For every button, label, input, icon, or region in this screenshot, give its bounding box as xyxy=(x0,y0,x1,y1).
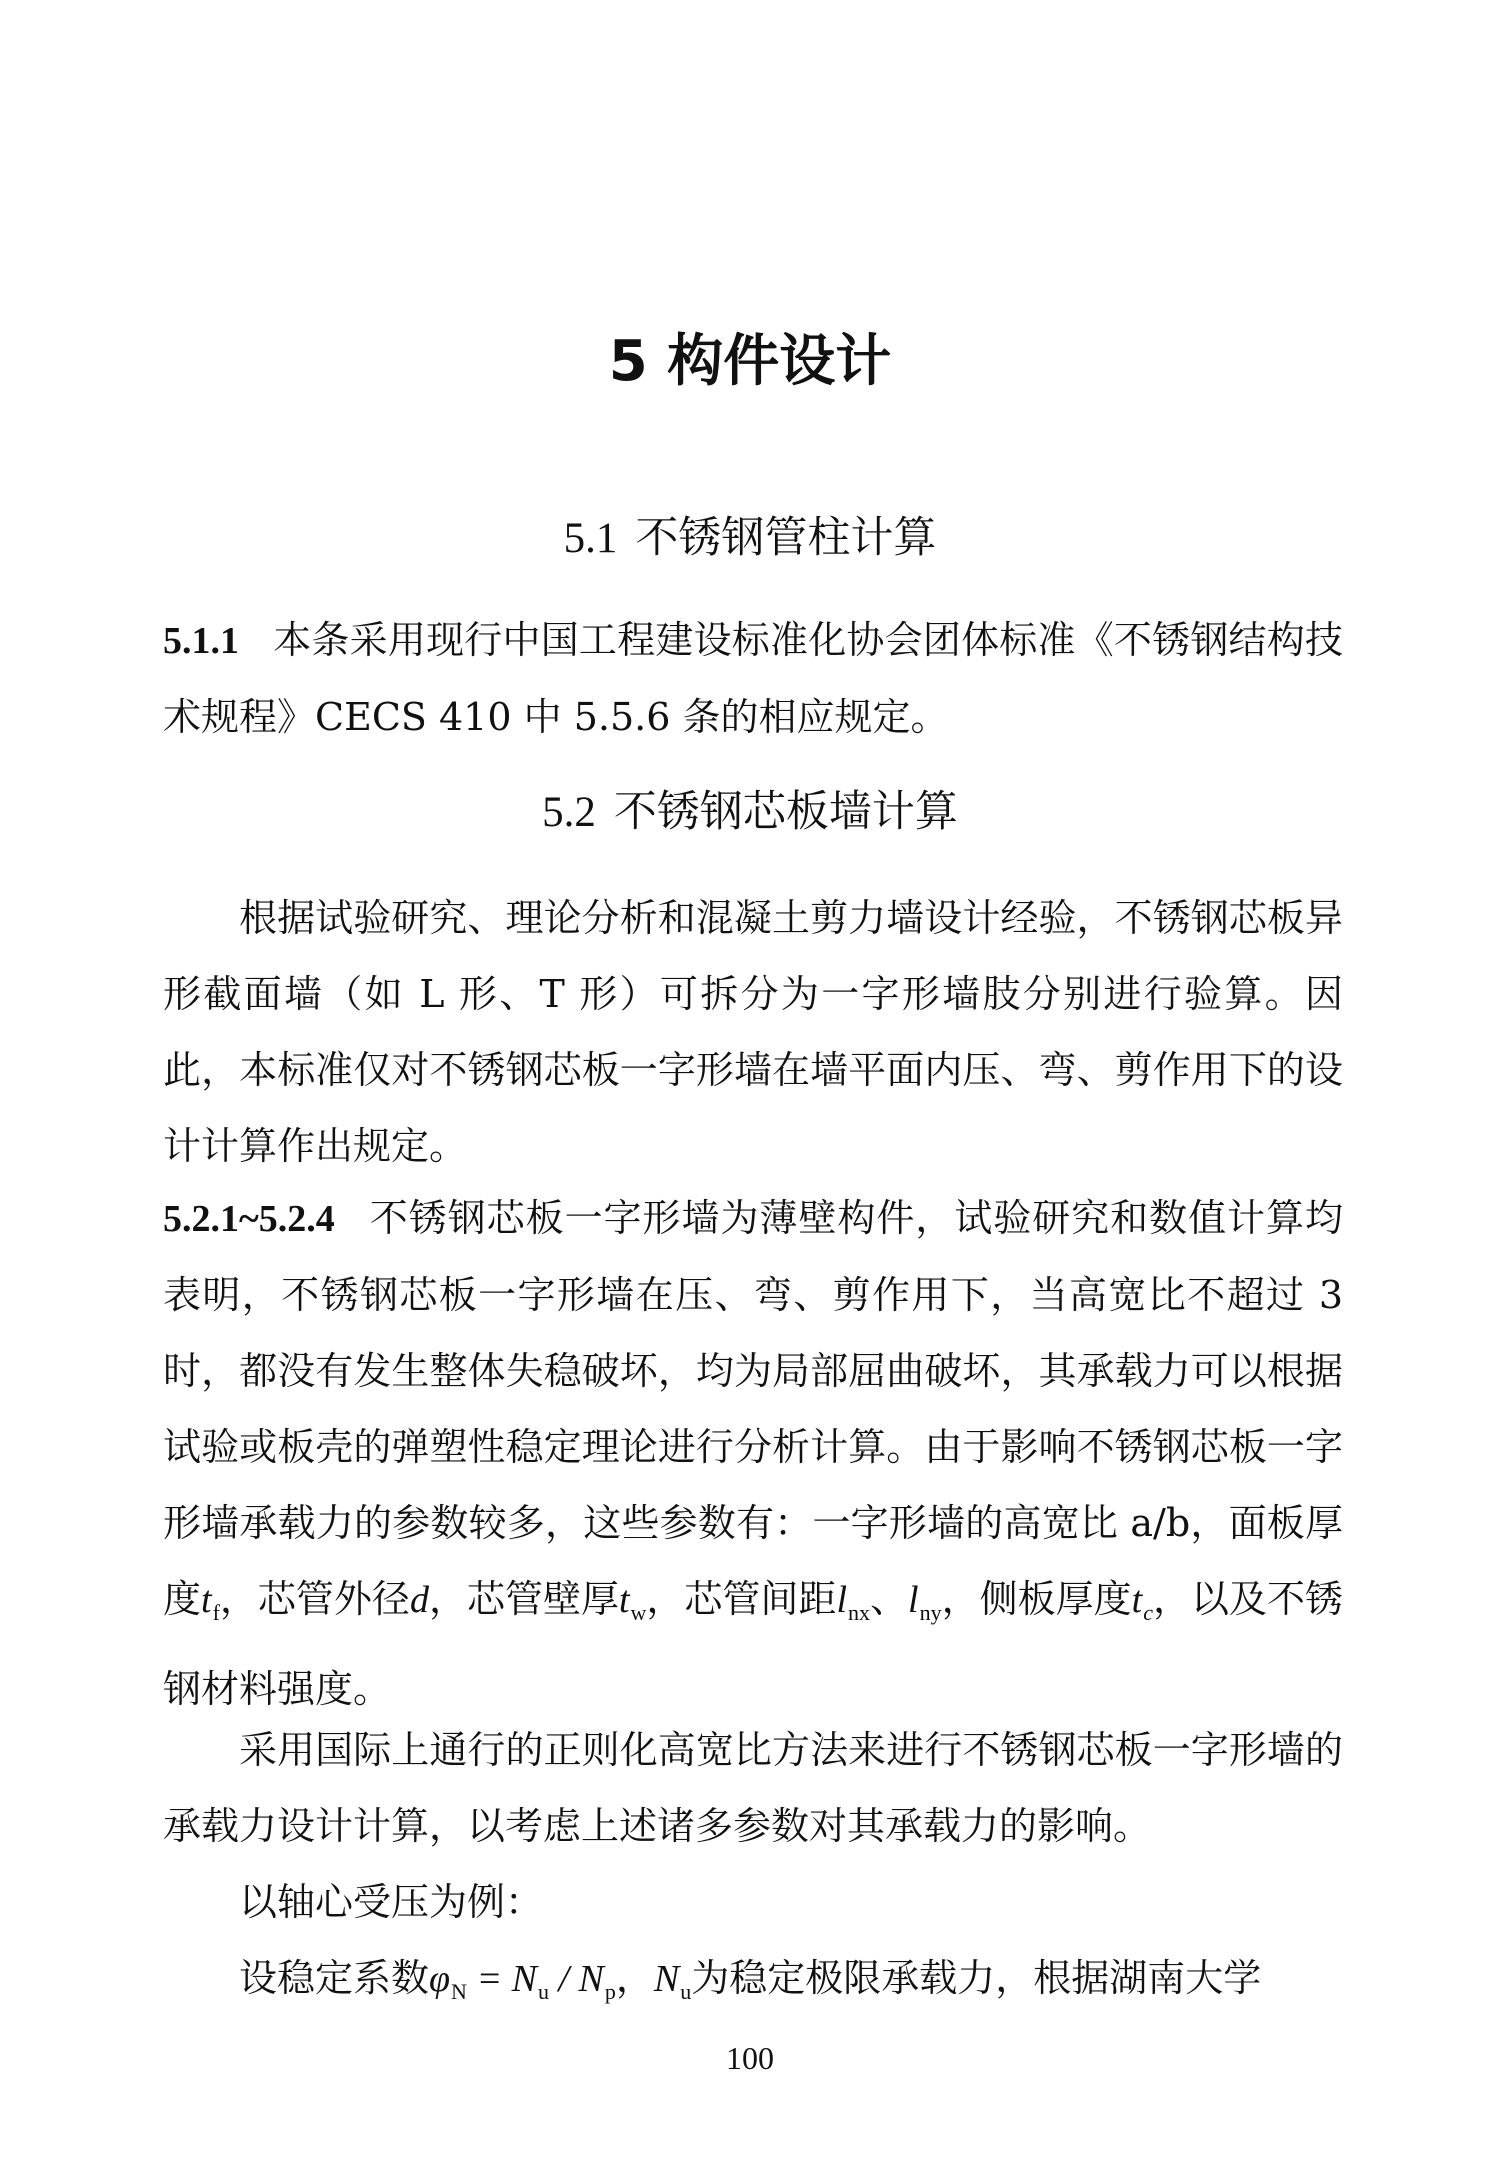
symbol-nu: N xyxy=(653,1958,680,2000)
section-title-5-1 xyxy=(0,508,1500,569)
formula-sub-n: N xyxy=(451,1979,467,2004)
symbol-tf: t xyxy=(201,1579,212,1621)
clause-number: 5.2.1~5.2.4 xyxy=(163,1198,335,1240)
formula-sub-p: p xyxy=(604,1979,616,2004)
clause-text: 不锈钢芯板一字形墙为薄壁构件，试验研究和数值计算均表明，不锈钢芯板一字形墙在压、弯、剪作用下，当高宽比不超过 3 时，都没有发生整体失稳破坏，均为局部屈曲破坏，其承载力可以根据试验或板壳的弹塑性稳定理论进行分析计算。由于影响不锈钢芯板一字形墙承载力的参数较多，这些参数有：一字形墙的高宽比 a/b，面板厚度 xyxy=(163,1196,1343,1621)
formula-np: / N xyxy=(548,1958,604,2000)
chapter-title: 5 构件设计 xyxy=(608,329,892,394)
clause-text: ，芯管外径 xyxy=(219,1577,410,1621)
symbol-tw: t xyxy=(618,1579,630,1621)
section-heading: 不锈钢芯板墙计算 xyxy=(613,787,958,837)
page-number: 100 xyxy=(726,2040,774,2076)
clause-text: ，以及不锈钢材料强度。 xyxy=(163,1577,1343,1711)
formula-sub-u: u xyxy=(537,1979,549,2004)
section-5-2-intro: 根据试验研究、理论分析和混凝土剪力墙设计经验，不锈钢芯板异形截面墙（如 L 形、T 形）可拆分为一字形墙肢分别进行验算。因此，本标准仅对不锈钢芯板一字形墙在墙平面内压、弯、剪作用下的设计计算作出规定。 xyxy=(163,896,1343,1168)
subscript-nx: nx xyxy=(848,1600,871,1625)
method-paragraph: 采用国际上通行的正则化高宽比方法来进行不锈钢芯板一字形墙的承载力设计计算，以考虑上述诸多参数对其承载力的影响。 xyxy=(163,1728,1343,1848)
clause-number: 5.1.1 xyxy=(163,620,239,662)
clause-text: 、 xyxy=(870,1577,909,1621)
subscript-u: u xyxy=(680,1979,692,2004)
symbol-d: d xyxy=(409,1579,429,1621)
symbol-lnx: l xyxy=(836,1579,848,1621)
section-number: 5.2 xyxy=(542,789,596,836)
clause-text: ，侧板厚度 xyxy=(941,1577,1132,1621)
symbol-tc: t xyxy=(1131,1579,1143,1621)
subscript-f: f xyxy=(212,1600,220,1625)
clause-5-2-1-to-5-2-4 xyxy=(163,1180,1343,1727)
clause-text: ，芯管壁厚 xyxy=(428,1577,619,1621)
formula-phi: φ xyxy=(429,1958,451,2000)
clause-text: 本条采用现行中国工程建设标准化协会团体标准《不锈钢结构技术规程》CECS 410 中 5.5.6 条的相应规定。 xyxy=(163,618,1343,739)
clause-text: ，芯管间距 xyxy=(646,1577,837,1621)
section-heading: 不锈钢管柱计算 xyxy=(635,513,937,563)
clause-5-1-1 xyxy=(163,602,1343,755)
section-number: 5.1 xyxy=(563,515,618,562)
subscript-ny: ny xyxy=(919,1600,942,1625)
paragraph-text: 为稳定极限承载力，根据湖南大学 xyxy=(691,1956,1262,2000)
symbol-lny: l xyxy=(908,1579,919,1621)
subscript-w: w xyxy=(630,1600,647,1625)
paragraph-text: 设稳定系数 xyxy=(239,1956,430,2000)
subscript-c: c xyxy=(1143,1600,1153,1625)
paragraph-text: ， xyxy=(615,1956,654,2000)
stability-paragraph xyxy=(163,1940,1343,2030)
section-title-5-2 xyxy=(0,782,1500,843)
example-paragraph: 以轴心受压为例： xyxy=(239,1880,544,1924)
formula-nu: = N xyxy=(466,1958,537,2000)
